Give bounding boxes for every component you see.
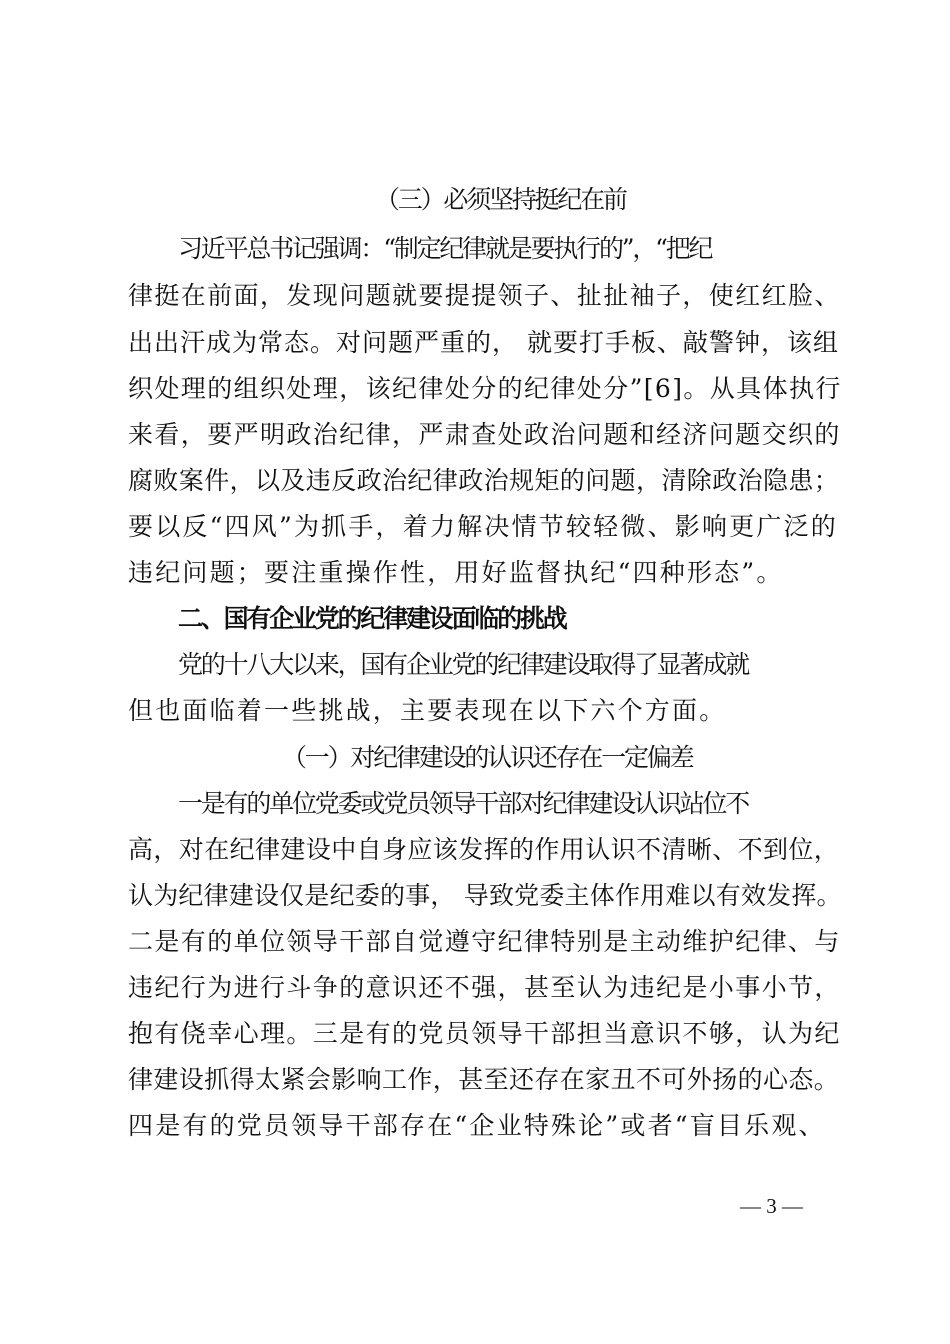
paragraph-line: 一是有的单位党委或党员领导干部对纪律建设认识站位不	[178, 789, 749, 818]
paragraph-line: 织处理的组织处理，该纪律处分的纪律处分”[6]。从具体执行	[128, 374, 842, 403]
paragraph-line: 高，对在纪律建设中自身应该发挥的作用认识不清晰、不到位，	[128, 835, 840, 864]
paragraph-line: 出出汗成为常态。对问题严重的， 就要打手板、敲警钟，该组	[128, 328, 839, 357]
paragraph-line: 二是有的单位领导干部自觉遵守纪律特别是主动维护纪律、与	[128, 927, 841, 956]
paragraph-line: 违纪行为进行斗争的意识还不强，甚至认为违纪是小事小节，	[128, 973, 841, 1002]
paragraph-line: 来看，要严明政治纪律，严肃查处政治问题和经济问题交织的	[128, 420, 841, 449]
paragraph-line: 要以反“四风”为抓手，着力解决情节较轻微、影响更广泛的	[128, 512, 838, 541]
paragraph-line: 律挺在前面，发现问题就要提提领子、扯扯袖子，使红红脸、	[128, 281, 841, 310]
paragraph-line: 习近平总书记强调：“制定纪律就是要执行的”，“把纪	[178, 234, 712, 263]
paragraph-line: 违纪问题；要注重操作性，用好监督执纪“四种形态”。	[128, 558, 784, 587]
paragraph-line: 四是有的党员领导干部存在“企业特殊论”或者“盲目乐观、	[128, 1111, 826, 1140]
paragraph-line: 腐败案件，以及违反政治纪律政治规矩的问题，清除政治隐患；	[128, 466, 840, 495]
page-number: — 3 —	[740, 1194, 803, 1218]
paragraph-line: 但也面临着一些挑战，主要表现在以下六个方面。	[128, 696, 727, 725]
section-heading-3: （三）必须坚持挺纪在前	[375, 185, 626, 214]
paragraph-line: 抱有侥幸心理。三是有的党员领导干部担当意识不够，认为纪	[128, 1019, 841, 1048]
paragraph-line: 律建设抓得太紧会影响工作，甚至还存在家丑不可外扬的心态。	[128, 1065, 840, 1094]
section-heading-1: （一）对纪律建设的认识还存在一定偏差	[282, 743, 693, 772]
paragraph-line: 认为纪律建设仅是纪委的事， 导致党委主体作用难以有效发挥。	[128, 881, 842, 910]
paragraph-line: 党的十八大以来，国有企业党的纪律建设取得了显著成就	[178, 650, 749, 679]
chapter-heading-2: 二、国有企业党的纪律建设面临的挑战	[178, 604, 566, 633]
